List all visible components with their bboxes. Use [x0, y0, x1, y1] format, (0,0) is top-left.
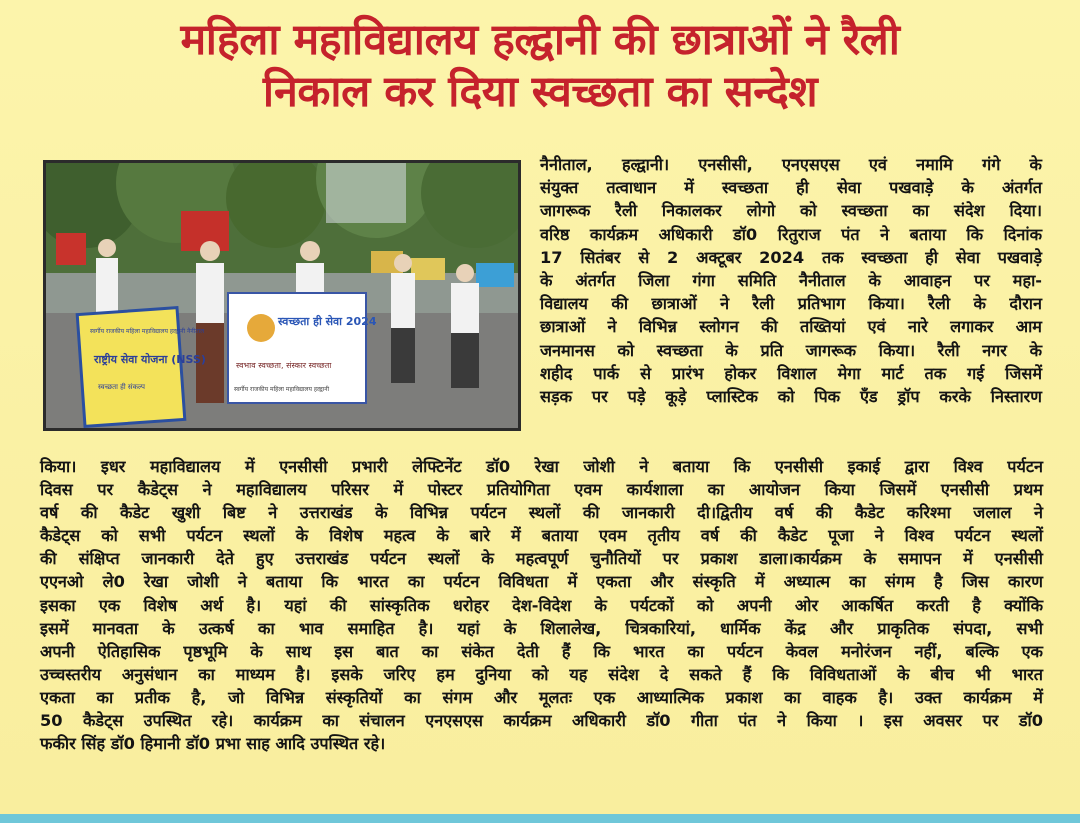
- article-line: वरिष्ठ कार्यक्रम अधिकारी डॉ0 रितुराज पंत ने बताया कि दिनांक: [540, 224, 1042, 244]
- article-line: 17 सितंबर से 2 अक्टूबर 2024 तक स्वच्छता ही सेवा पखवाड़े: [540, 247, 1042, 267]
- headline: [60, 14, 1020, 118]
- article-line: वर्ष की कैडेट खुशी बिष्ट ने उत्तराखंड के विभिन्न पर्यटन स्थलों की जानकारी दी।द्वितीय वर्ष की कैडेट करिश्मा जलाल ने: [40, 503, 1043, 523]
- article-line: एकता का प्रतीक है, जो विभिन्न संस्कृतियों का संगम और मूलतः एक आध्यात्मिक प्रकाश का वाहक है। उक्त कार्यक्रम में: [40, 687, 1043, 707]
- article-line: जनमानस को स्वच्छता के प्रति जागरूक किया। रैली नगर के: [540, 340, 1042, 360]
- banner-left-tag: स्वच्छता ही संकल्प: [98, 383, 145, 391]
- article-line: अपनी ऐतिहासिक पृष्ठभूमि के साथ इस बात का संकेत देती हैं कि भारत का पर्यटन केवल मनोरंजन नहीं, बल्कि एक: [40, 641, 1043, 661]
- article-line: विद्यालय की छात्राओं ने रैली प्रतिभाग किया। रैली के दौरान: [540, 294, 1042, 314]
- article-line: दिवस पर कैडेट्स ने महाविद्यालय परिसर में पोस्टर प्रतियोगिता एवम कार्यशाला का आयोजन किया जिसमें एनसीसी प्रथम: [40, 480, 1043, 500]
- headline-line-2: निकाल कर दिया स्वच्छता का सन्देश: [262, 67, 818, 117]
- article-line: 50 कैडेट्स उपस्थित रहे। कार्यक्रम का संचालन एनएसएस कार्यक्रम अधिकारी डॉ0 गीता पंत ने किया । इस अवसर पर डॉ0: [40, 711, 1043, 731]
- article-line: किया। इधर महाविद्यालय में एनसीसी प्रभारी लेफ्टिनेंट डॉ0 रेखा जोशी ने बताया कि एनसीसी इकाई द्वारा विश्व पर्यटन: [40, 457, 1043, 476]
- rally-photo-illustration: [46, 163, 518, 428]
- article-body: [40, 455, 1043, 755]
- banner-center-footer: स्वर्गीय राजकीय महिला महाविद्यालय हल्द्वानी: [234, 386, 330, 393]
- article-line-last: फकीर सिंह डॉ0 हिमानी डॉ0 प्रभा साह आदि उपस्थित रहे।: [40, 734, 386, 754]
- article-intro-column: [540, 153, 1042, 408]
- article-line: छात्राओं ने विभिन्न स्लोगन की तख्तियां एवं नारे लगाकर आम: [540, 317, 1042, 337]
- banner-center-subtitle: स्वभाव स्वच्छता, संस्कार स्वच्छता: [236, 361, 332, 370]
- article-line: इसका एक विशेष अर्थ है। यहां की सांस्कृतिक धरोहर देश-विदेश के पर्यटकों को अपनी ओर आकर्षित करती है क्योंकि: [40, 595, 1043, 615]
- article-line: जागरूक रैली निकालकर लोगो को स्वच्छता का संदेश दिया।: [540, 201, 1042, 221]
- banner-center-title: स्वच्छता ही सेवा 2024: [278, 315, 377, 328]
- headline-line-1: महिला महाविद्यालय हल्द्वानी की छात्राओं ने रैली: [180, 15, 900, 65]
- article-line: इसमें मानवता के उत्कर्ष का भाव समाहित है। यहां के शिलालेख, चित्रकारियां, धार्मिक केंद्र और प्राकृतिक संपदा, सभी: [40, 618, 1043, 638]
- article-line: शहीद पार्क से प्रारंभ होकर विशाल मेगा मार्ट तक गई जिसमें: [540, 363, 1042, 383]
- article-line: के अंतर्गत जिला गंगा समिति नैनीताल के आवाहन पर महा-: [540, 271, 1042, 291]
- article-line: की संक्षिप्त जानकारी देते हुए उत्तराखंड पर्यटन स्थलों के महत्वपूर्ण चुनौतियों पर प्रकाश डाला।कार्यक्रम के समापन में एनसीसी: [40, 549, 1043, 569]
- article-line: एएनओ ले0 रेखा जोशी ने बताया कि भारत का पर्यटन विविधता में एकता और संस्कृति में अध्यात्म का संगम है जिस कारण: [40, 572, 1043, 592]
- article-line: उच्चस्तरीय अनुसंधान का माध्यम है। इसके जरिए हम दुनिया को यह संदेश दे सकते हैं कि विविधताओं के बीच भी भारत: [40, 664, 1043, 684]
- article-line: संयुक्त तत्वाधान में स्वच्छता ही सेवा पखवाड़े के अंतर्गत: [540, 178, 1042, 198]
- banner-left-small-text: स्वर्गीय राजकीय महिला महाविद्यालय हल्द्वानी नैनीताल: [90, 328, 205, 335]
- article-line: सड़क पर पड़े कूड़े प्लास्टिक को पिक ऍंड ड्रॉप करके निस्तारण: [540, 387, 1042, 407]
- article-line: कैडेट्स को सभी पर्यटन स्थलों के विशेष महत्व के बारे में बताया एवम तृतीय वर्ष की कैडेट पूजा ने विश्व पर्यटन स्थलों: [40, 526, 1043, 546]
- rally-photo: [43, 160, 521, 431]
- article-line: नैनीताल, हल्द्वानी। एनसीसी, एनएसएस एवं नमामि गंगे के: [540, 155, 1042, 174]
- banner-left-text: राष्ट्रीय सेवा योजना (NSS): [94, 353, 206, 366]
- bottom-divider: [0, 814, 1080, 823]
